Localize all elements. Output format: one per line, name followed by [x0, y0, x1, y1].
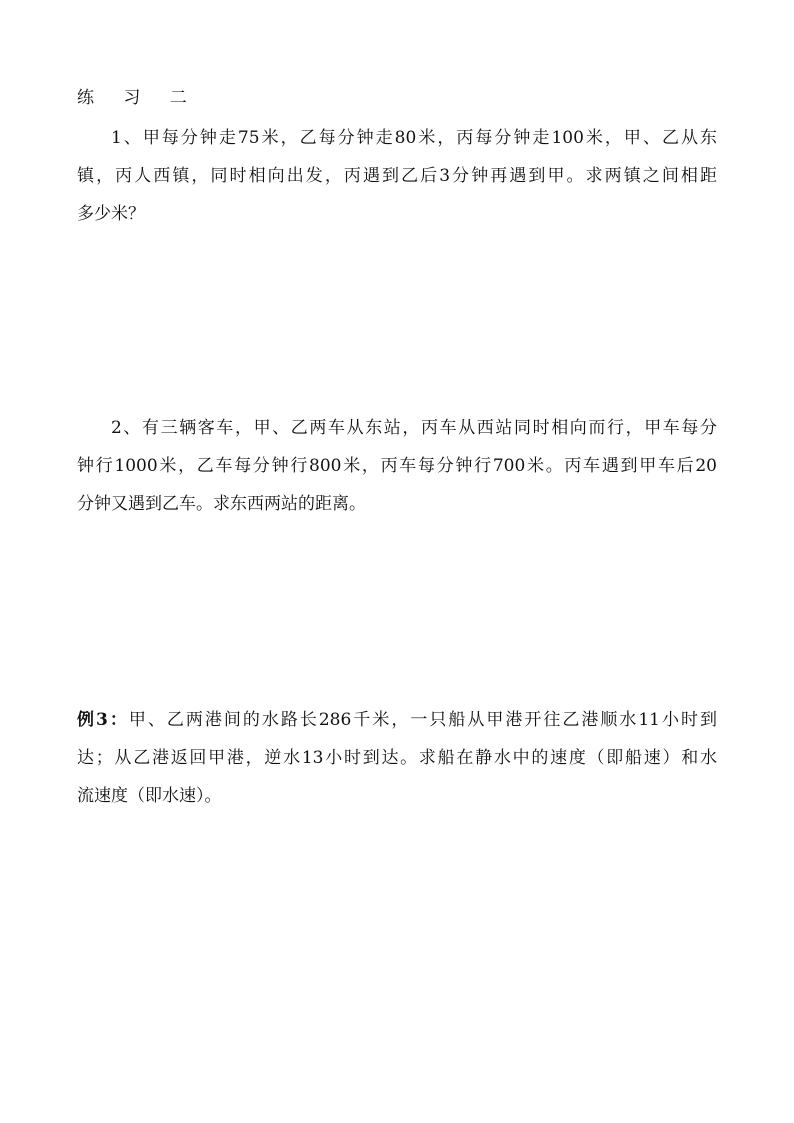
exercise-2-line-1: 2、有三辆客车，甲、乙两车从东站，丙车从西站同时相向而行，甲车每分 [111, 418, 717, 438]
example-3-line-2: 达；从乙港返回甲港，逆水13小时到达。求船在静水中的速度（即船速）和水 [77, 748, 717, 768]
exercise-2 [77, 409, 717, 523]
example-3-line-3: 流速度（即水速）。 [77, 786, 222, 806]
exercise-1-line-2: 镇，丙人西镇，同时相向出发，丙遇到乙后3分钟再遇到甲。求两镇之间相距 [77, 166, 717, 186]
exercise-1 [77, 119, 717, 233]
example-3-line-1 [77, 701, 717, 739]
exercise-2-line-3: 分钟又遇到乙车。求东西两站的距离。 [77, 494, 366, 514]
exercise-2-line-2: 钟行1000米，乙车每分钟行800米，丙车每分钟行700米。丙车遇到甲车后20 [77, 456, 717, 476]
exercise-1-line-1: 1、甲每分钟走75米，乙每分钟走80米，丙每分钟走100米，甲、乙从东 [111, 128, 717, 148]
section-heading: 练 习 二 [77, 88, 199, 108]
example-3-line-1-text: 甲、乙两港间的水路长286千米，一只船从甲港开往乙港顺水11小时到 [128, 710, 717, 730]
example-3 [77, 701, 717, 815]
example-3-label: 例3： [77, 710, 129, 730]
exercise-1-line-3: 多少米？ [77, 204, 145, 224]
